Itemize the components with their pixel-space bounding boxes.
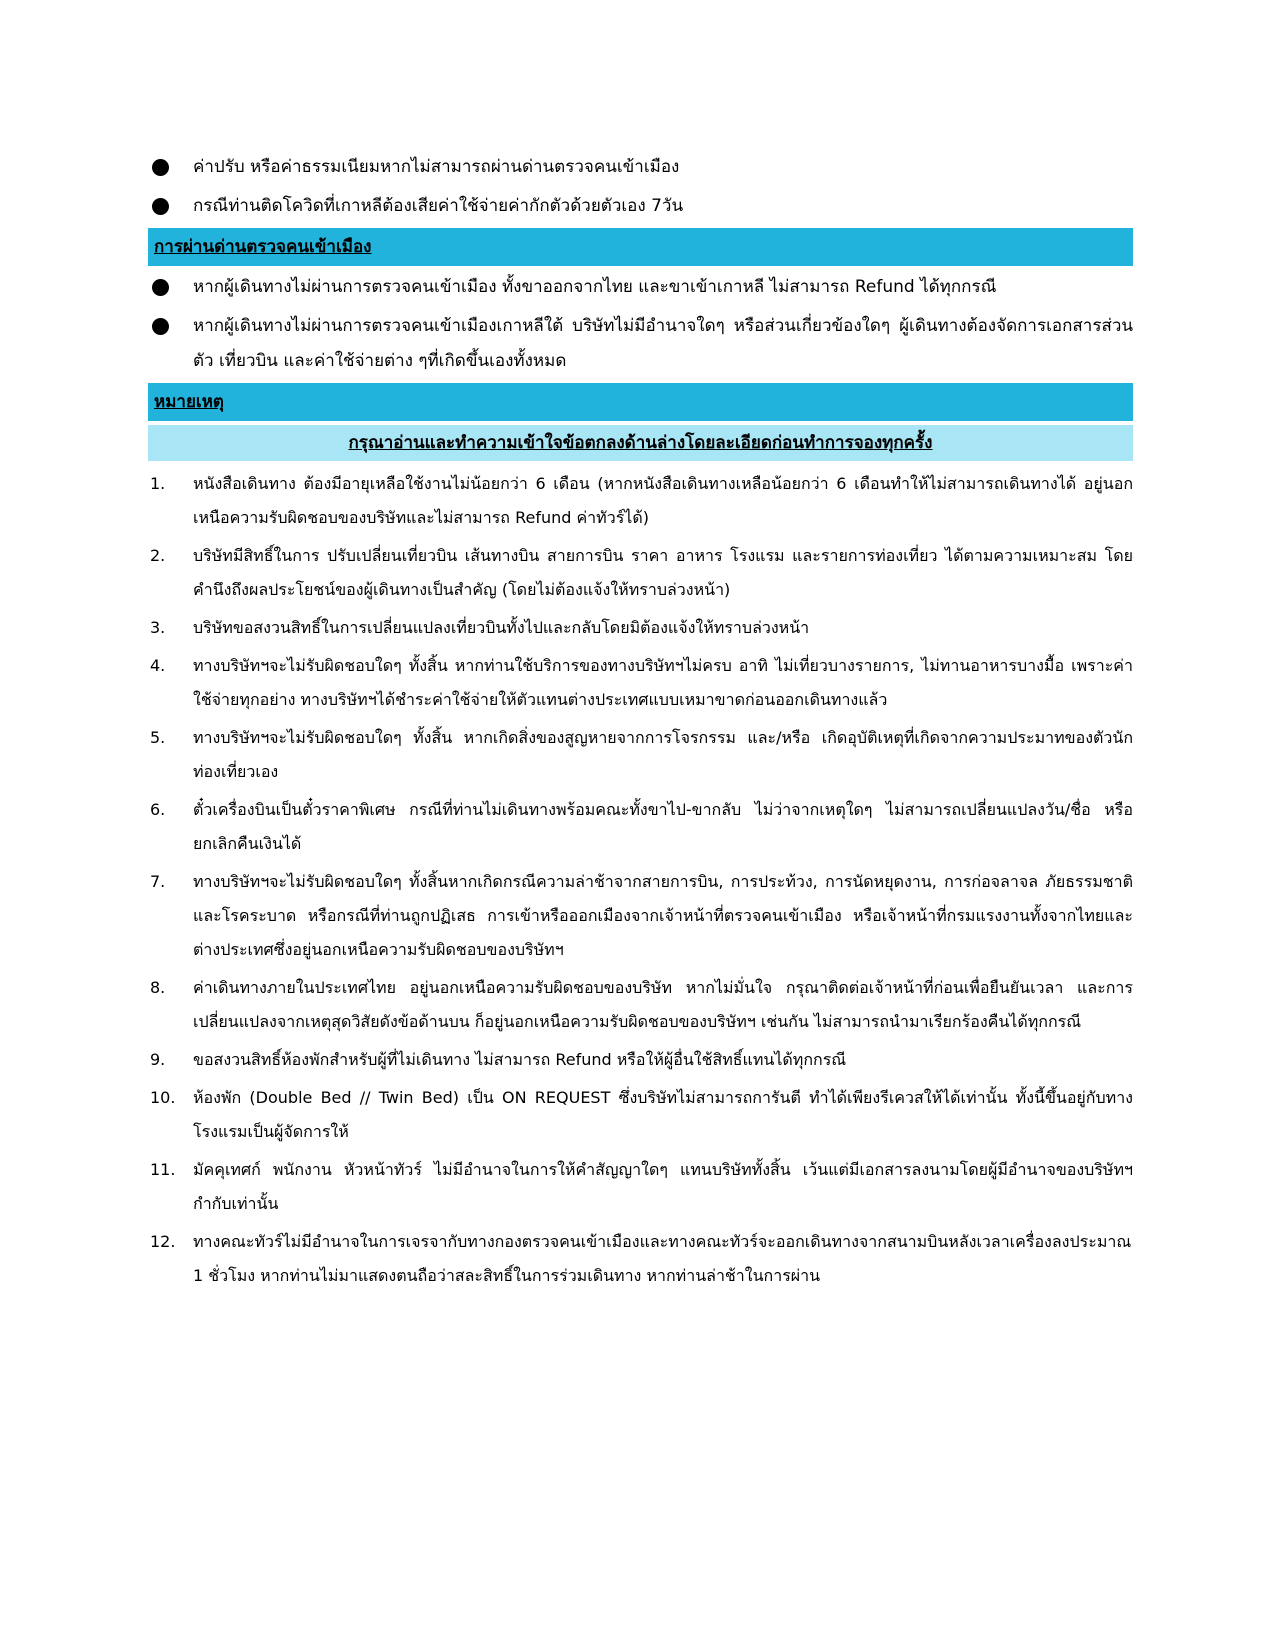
- bullet-dot-icon: [152, 318, 169, 335]
- list-item: [148, 649, 1133, 717]
- list-item-text: ทางบริษัทฯจะไม่รับผิดชอบใดๆ ทั้งสิ้น หากเกิดสิ่งของสูญหายจากการโจรกรรม และ/หรือ เกิดอุบัติเหตุที่เกิดจากความประมาทของตัวนักท่องเที่ยวเอง: [193, 728, 1133, 781]
- list-item: [148, 539, 1133, 607]
- immigration-heading: การผ่านด่านตรวจคนเข้าเมือง: [148, 228, 1133, 266]
- bullet-dot-icon: [152, 198, 169, 215]
- list-item-text: มัคคุเทศก์ พนักงาน หัวหน้าทัวร์ ไม่มีอำนาจในการให้คำสัญญาใดๆ แทนบริษัททั้งสิ้น เว้นแต่มีเอกสารลงนามโดยผู้มีอำนาจของบริษัทฯกำกับเท่านั้น: [193, 1160, 1133, 1213]
- document-page: [148, 150, 1133, 1297]
- list-item-number: 9.: [150, 1050, 166, 1069]
- bullet-text: กรณีท่านติดโควิดที่เกาหลีต้องเสียค่าใช้จ่ายค่ากักตัวด้วยตัวเอง 7วัน: [193, 196, 684, 216]
- bullet-item: [148, 309, 1133, 379]
- list-item-text: หนังสือเดินทาง ต้องมีอายุเหลือใช้งานไม่น้อยกว่า 6 เดือน (หากหนังสือเดินทางเหลือน้อยกว่า 6 เดือนทำให้ไม่สามารถเดินทางได้ อยู่นอกเหนือความรับผิดชอบของบริษัทและไม่สามารถ Refund ค่าทัวร์ได้): [193, 474, 1133, 527]
- bullet-text: หากผู้เดินทางไม่ผ่านการตรวจคนเข้าเมือง ทั้งขาออกจากไทย และขาเข้าเกาหลี ไม่สามารถ Refund ได้ทุกกรณี: [193, 277, 997, 297]
- list-item-text: ตั๋วเครื่องบินเป็นตั๋วราคาพิเศษ กรณีที่ท่านไม่เดินทางพร้อมคณะทั้งขาไป-ขากลับ ไม่ว่าจากเหตุใดๆ ไม่สามารถเปลี่ยนแปลงวัน/ชื่อ หรือยกเลิกคืนเงินได้: [193, 800, 1133, 853]
- bullet-item: [148, 189, 1133, 224]
- top-bullet-list: [148, 150, 1133, 224]
- list-item-text: ทางบริษัทฯจะไม่รับผิดชอบใดๆ ทั้งสิ้นหากเกิดกรณีความล่าช้าจากสายการบิน, การประท้วง, การนัดหยุดงาน, การก่อจลาจล ภัยธรรมชาติ และโรคระบาด หรือกรณีที่ท่านถูกปฏิเสธ การเข้าหรือออกเมืองจากเจ้าหน้าที่ตรวจคนเข้าเมือง หรือเจ้าหน้าที่กรมแรงงานทั้งจากไทยและต่างประเทศซึ่งอยู่นอกเหนือความรับผิดชอบของบริษัทฯ: [193, 872, 1133, 959]
- bullet-dot-icon: [152, 279, 169, 296]
- list-item-text: ขอสงวนสิทธิ์ห้องพักสำหรับผู้ที่ไม่เดินทาง ไม่สามารถ Refund หรือให้ผู้อื่นใช้สิทธิ์แทนได้ทุกกรณี: [193, 1050, 847, 1069]
- list-item-number: 2.: [150, 546, 166, 565]
- bullet-dot-icon: [152, 159, 169, 176]
- list-item: [148, 467, 1133, 535]
- list-item-number: 7.: [150, 872, 166, 891]
- list-item-number: 3.: [150, 618, 166, 637]
- list-item: [148, 1081, 1133, 1149]
- bullet-text: ค่าปรับ หรือค่าธรรมเนียมหากไม่สามารถผ่านด่านตรวจคนเข้าเมือง: [193, 157, 680, 177]
- list-item: [148, 721, 1133, 789]
- remarks-subheading: กรุณาอ่านและทำความเข้าใจข้อตกลงด้านล่างโดยละเอียดก่อนทำการจองทุกครั้ง: [148, 425, 1133, 461]
- remarks-heading: หมายเหตุ: [148, 383, 1133, 421]
- list-item-number: 1.: [150, 474, 166, 493]
- list-item-text: ทางบริษัทฯจะไม่รับผิดชอบใดๆ ทั้งสิ้น หากท่านใช้บริการของทางบริษัทฯไม่ครบ อาทิ ไม่เที่ยวบางรายการ, ไม่ทานอาหารบางมื้อ เพราะค่าใช้จ่ายทุกอย่าง ทางบริษัทฯได้ชำระค่าใช้จ่ายให้ตัวแทนต่างประเทศแบบเหมาขาดก่อนออกเดินทางแล้ว: [193, 656, 1133, 709]
- list-item-number: 5.: [150, 728, 166, 747]
- list-item-number: 10.: [150, 1088, 176, 1107]
- list-item: [148, 611, 1133, 645]
- immigration-bullet-list: [148, 270, 1133, 379]
- list-item: [148, 971, 1133, 1039]
- list-item-number: 12.: [150, 1232, 176, 1251]
- list-item-text: ทางคณะทัวร์ไม่มีอำนาจในการเจรจากับทางกองตรวจคนเข้าเมืองและทางคณะทัวร์จะออกเดินทางจากสนามบินหลังเวลาเครื่องลงประมาณ 1 ชั่วโมง หากท่านไม่มาแสดงตนถือว่าสละสิทธิ์ในการร่วมเดินทาง หากท่านล่าช้าในการผ่าน: [193, 1232, 1132, 1285]
- list-item: [148, 1043, 1133, 1077]
- list-item-text: ค่าเดินทางภายในประเทศไทย อยู่นอกเหนือความรับผิดชอบของบริษัท หากไม่มั่นใจ กรุณาติดต่อเจ้าหน้าที่ก่อนเพื่อยืนยันเวลา และการเปลี่ยนแปลงจากเหตุสุดวิสัยดังข้อด้านบน ก็อยู่นอกเหนือความรับผิดชอบของบริษัทฯ เช่นกัน ไม่สามารถนำมาเรียกร้องคืนได้ทุกกรณี: [193, 978, 1133, 1031]
- bullet-text: หากผู้เดินทางไม่ผ่านการตรวจคนเข้าเมืองเกาหลีใต้ บริษัทไม่มีอำนาจใดๆ หรือส่วนเกี่ยวข้องใดๆ ผู้เดินทางต้องจัดการเอกสารส่วนตัว เที่ยวบิน และค่าใช้จ่ายต่าง ๆที่เกิดขึ้นเองทั้งหมด: [193, 316, 1133, 371]
- list-item: [148, 865, 1133, 967]
- list-item-text: บริษัทมีสิทธิ์ในการ ปรับเปลี่ยนเที่ยวบิน เส้นทางบิน สายการบิน ราคา อาหาร โรงแรม และรายการท่องเที่ยว ได้ตามความเหมาะสม โดยคำนึงถึงผลประโยชน์ของผู้เดินทางเป็นสำคัญ (โดยไม่ต้องแจ้งให้ทราบล่วงหน้า): [193, 546, 1133, 599]
- list-item-number: 11.: [150, 1160, 176, 1179]
- list-item-text: บริษัทขอสงวนสิทธิ์ในการเปลี่ยนแปลงเที่ยวบินทั้งไปและกลับโดยมิต้องแจ้งให้ทราบล่วงหน้า: [193, 618, 810, 637]
- remarks-numbered-list: [148, 467, 1133, 1293]
- list-item: [148, 793, 1133, 861]
- list-item-text: ห้องพัก (Double Bed // Twin Bed) เป็น ON REQUEST ซึ่งบริษัทไม่สามารถการันตี ทำได้เพียงรีเควสให้ได้เท่านั้น ทั้งนี้ขึ้นอยู่กับทางโรงแรมเป็นผู้จัดการให้: [193, 1088, 1133, 1141]
- list-item: [148, 1153, 1133, 1221]
- bullet-item: [148, 150, 1133, 185]
- list-item-number: 8.: [150, 978, 166, 997]
- list-item: [148, 1225, 1133, 1293]
- bullet-item: [148, 270, 1133, 305]
- list-item-number: 6.: [150, 800, 166, 819]
- list-item-number: 4.: [150, 656, 166, 675]
